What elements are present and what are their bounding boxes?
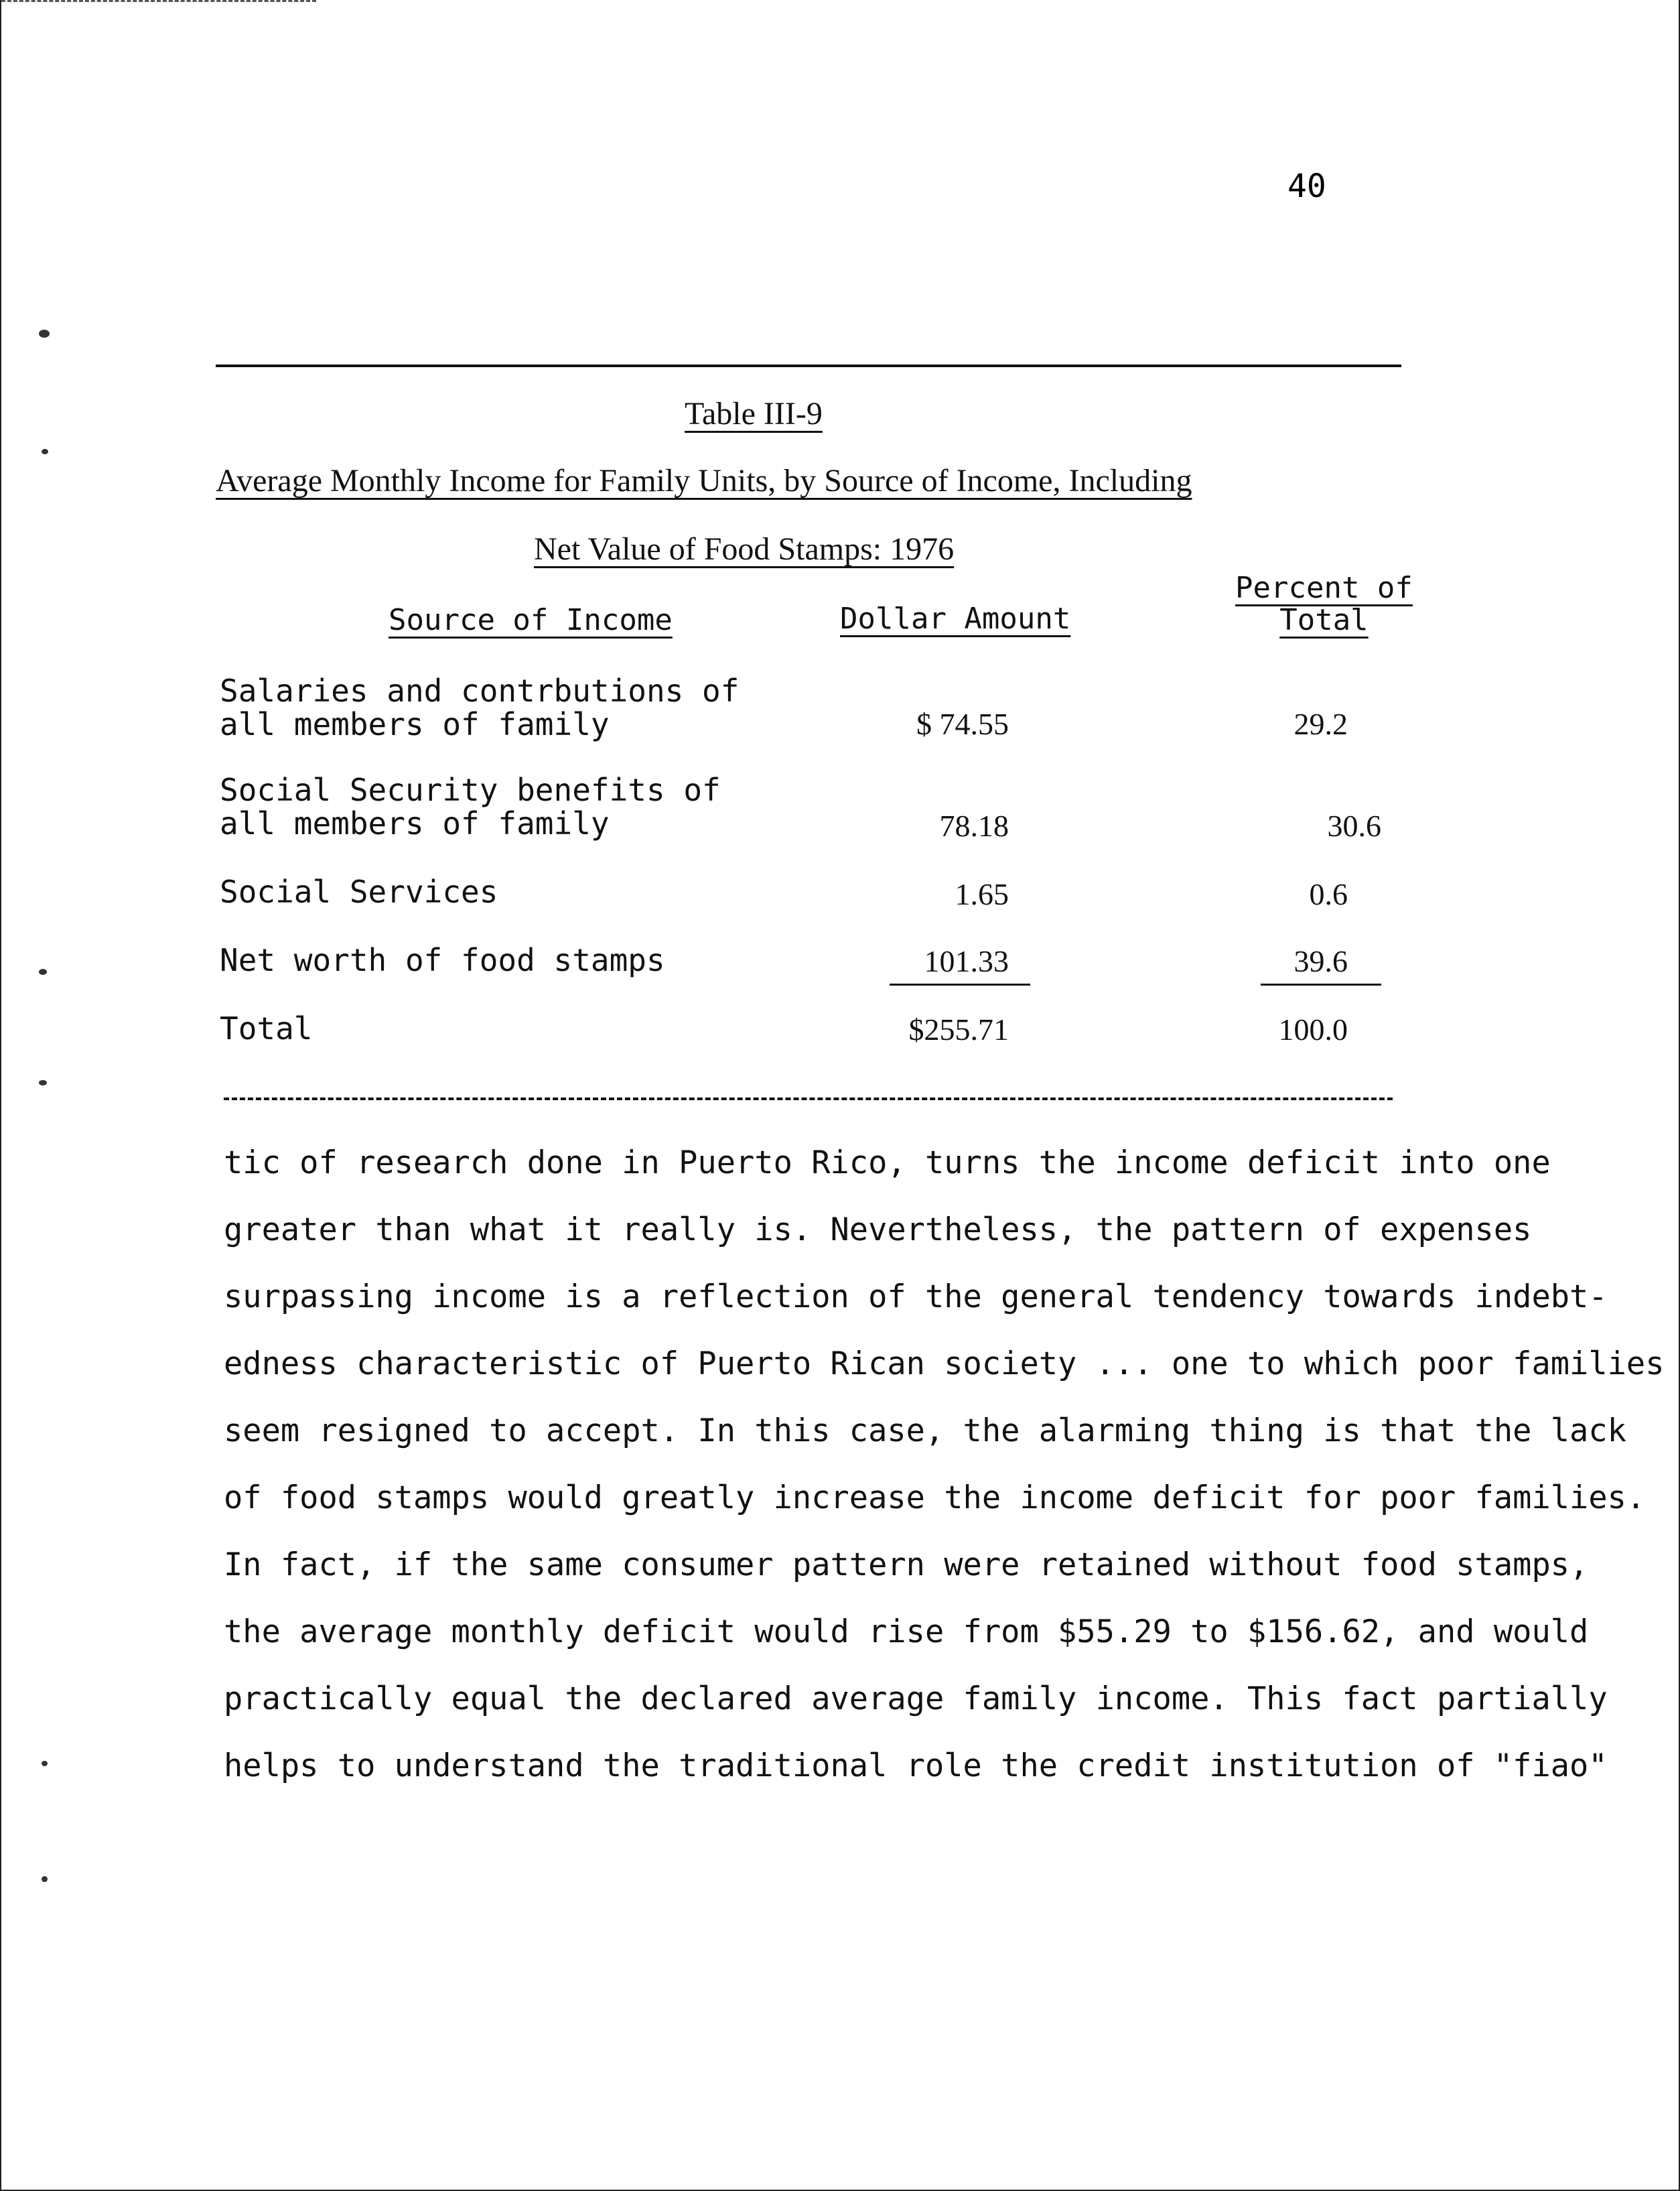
column-header-percent-line1: Percent of: [1235, 571, 1413, 605]
column-header-amount: Dollar Amount: [840, 602, 1071, 636]
scan-speck: [39, 1080, 47, 1085]
body-text-line: helps to understand the traditional role the credit institution of "fiao": [224, 1747, 1608, 1784]
body-text-line: seem resigned to accept. In this case, the alarming thing is that the lack: [224, 1412, 1626, 1449]
scan-speck: [39, 330, 50, 338]
body-text-line: tic of research done in Puerto Rico, turns the income deficit into one: [224, 1144, 1551, 1181]
table-row-source: Salaries and contrbutions of: [220, 673, 740, 709]
scan-top-rule: [1, 0, 316, 2]
table-row-percent: 29.2: [1293, 707, 1348, 741]
table-total-percent: 100.0: [1278, 1012, 1348, 1047]
table-top-rule: [216, 364, 1401, 367]
table-row-source: Net worth of food stamps: [220, 942, 665, 978]
table-total-amount: $255.71: [908, 1012, 1009, 1047]
table-bottom-dashed-rule: [224, 1098, 1393, 1100]
percent-sum-rule: [1261, 984, 1381, 986]
table-row-percent: 0.6: [1309, 877, 1348, 911]
table-title: Table III-9: [685, 396, 823, 431]
table-total-label: Total: [220, 1010, 313, 1047]
table-row-source-cont: all members of family: [220, 706, 610, 742]
body-text-line: greater than what it really is. Nevertheless, the pattern of expenses: [224, 1211, 1532, 1248]
table-row-amount: $ 74.55: [916, 707, 1009, 741]
scan-speck: [42, 1761, 48, 1766]
scan-speck: [39, 969, 47, 975]
scan-speck: [42, 449, 48, 454]
body-text-line: of food stamps would greatly increase the income deficit for poor families.: [224, 1479, 1646, 1516]
body-text-line: the average monthly deficit would rise from $55.29 to $156.62, and would: [224, 1613, 1589, 1650]
table-caption: Average Monthly Income for Family Units, by Source of Income, Including: [216, 463, 1192, 499]
table-row-percent: 30.6: [1327, 809, 1381, 843]
table-row-amount: 1.65: [955, 877, 1009, 911]
table-row-amount: 78.18: [939, 809, 1009, 843]
table-row-source: Social Security benefits of: [220, 772, 721, 808]
scan-speck: [42, 1876, 48, 1882]
table-row-percent: 39.6: [1293, 944, 1348, 978]
body-text-line: surpassing income is a reflection of the general tendency towards indebt-: [224, 1278, 1608, 1315]
body-text-line: practically equal the declared average family income. This fact partially: [224, 1680, 1608, 1717]
table-caption-line2: Net Value of Food Stamps: 1976: [534, 531, 955, 567]
table-row-source-cont: all members of family: [220, 805, 610, 842]
amount-sum-rule: [890, 984, 1030, 986]
page-number: 40: [1287, 168, 1326, 205]
body-text-line: In fact, if the same consumer pattern were retained without food stamps,: [224, 1546, 1589, 1583]
column-header-percent: [1235, 572, 1413, 637]
column-header-percent-line2: Total: [1279, 603, 1369, 637]
body-text-line: edness characteristic of Puerto Rican society ... one to which poor families: [224, 1345, 1665, 1382]
table-row-amount: 101.33: [924, 944, 1009, 978]
column-header-source: Source of Income: [389, 603, 673, 637]
table-row-source: Social Services: [220, 874, 498, 910]
